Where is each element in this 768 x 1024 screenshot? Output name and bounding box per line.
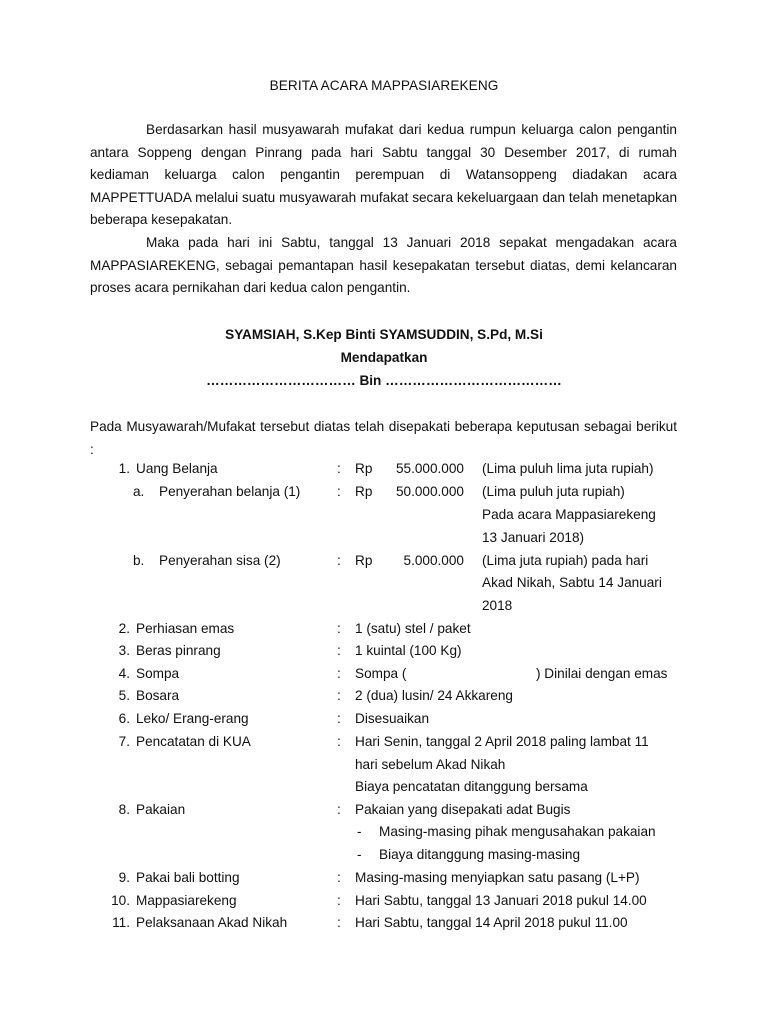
item-pelaksanaan-akad-nikah: 11. Pelaksanaan Akad Nikah : Hari Sabtu, tanggal 14 April 2018 pukul 11.00 [112,915,628,930]
item-pencatatan-kua-line2: hari sebelum Akad Nikah [355,757,506,772]
paragraph-mappasiarekeng: Maka pada hari ini Sabtu, tanggal 13 Januari 2018 sepakat mengadakan acara MAPPASIAREKENG, sebagai pemantapan hasil kesepakatan tersebut diatas, demi kelancaran proses acara pernikahan dari kedua calon pengantin. [90,235,677,296]
groom-name-blank: …………………………… Bin ………………………………… [206,373,562,388]
mendapatkan-label: Mendapatkan [340,350,428,365]
item-penyerahan-sisa-line2: Akad Nikah, Sabtu 14 Januari [482,575,662,590]
item-penyerahan-belanja-line2: Pada acara Mappasiarekeng [482,507,656,522]
item-perhiasan-emas: 2. Perhiasan emas : 1 (satu) stel / paket [118,621,471,636]
item-penyerahan-sisa-line3: 2018 [482,598,513,613]
item-pencatatan-kua: 7. Pencatatan di KUA : Hari Senin, tanggal 2 April 2018 paling lambat 11 [118,734,649,749]
bride-name: SYAMSIAH, S.Kep Binti SYAMSUDDIN, S.Pd, M.Si [225,327,543,342]
item-bosara: 5. Bosara : 2 (dua) lusin/ 24 Akkareng [118,688,513,703]
paragraph-musyawarah: Berdasarkan hasil musyawarah mufakat dari kedua rumpun keluarga calon pengantin antara Soppeng dengan Pinrang pada hari Sabtu tanggal 30 Desember 2017, di rumah kediaman keluarga calon pengantin perempuan di Watansoppeng diadakan acara MAPPETTUADA melalui suatu musyawarah mufakat secara kekeluargaan dan telah menetapkan beberapa kesepakatan. [90,122,677,228]
item-pakaian-bullet-2: - Biaya ditanggung masing-masing [357,847,581,862]
item-pakai-bali-botting: 9. Pakai bali botting : Masing-masing menyiapkan satu pasang (L+P) [118,870,640,885]
document-title: BERITA ACARA MAPPASIAREKENG [269,78,499,93]
paragraph-keputusan: Pada Musyawarah/Mufakat tersebut diatas telah disepakati beberapa keputusan sebagai berikut : [90,419,677,457]
item-pakaian: 8. Pakaian : Pakaian yang disepakati adat Bugis [118,802,571,817]
item-penyerahan-belanja-line3: 13 Januari 2018) [482,530,585,545]
item-mappasiarekeng: 10. Mappasiarekeng : Hari Sabtu, tanggal 13 Januari 2018 pukul 14.00 [111,893,647,908]
item-sompa: 4. Sompa : Sompa ( ) Dinilai dengan emas [118,666,668,681]
item-pakaian-bullet-1: - Masing-masing pihak mengusahakan pakaian [357,824,656,839]
item-penyerahan-sisa: b. Penyerahan sisa (2) : Rp 5.000.000 (Lima juta rupiah) pada hari [133,553,649,568]
item-leko-erang-erang: 6. Leko/ Erang-erang : Disesuaikan [118,711,430,726]
item-penyerahan-belanja: a. Penyerahan belanja (1) : Rp 50.000.000 (Lima puluh juta rupiah) [133,484,625,499]
item-pencatatan-kua-line3: Biaya pencatatan ditanggung bersama [355,779,588,794]
item-beras-pinrang: 3. Beras pinrang : 1 kuintal (100 Kg) [118,643,462,658]
item-uang-belanja: 1. Uang Belanja : Rp 55.000.000 (Lima puluh lima juta rupiah) [118,461,654,476]
